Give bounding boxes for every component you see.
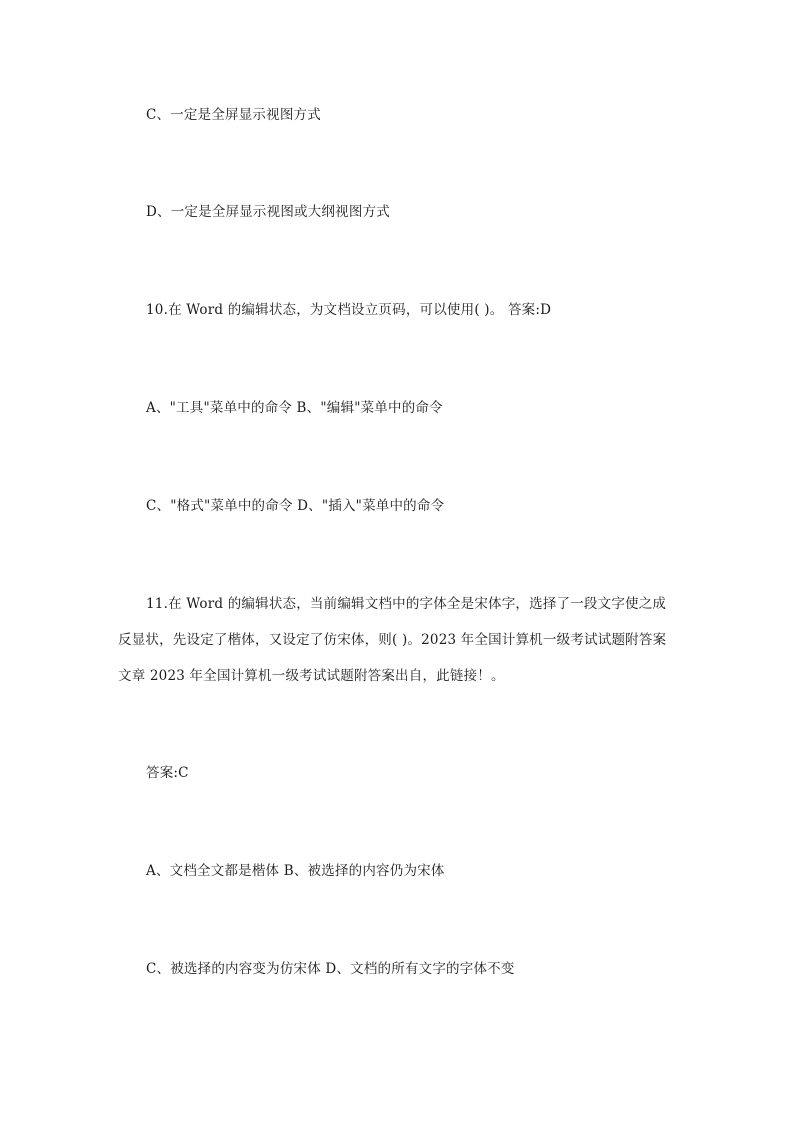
option-d-line: D、一定是全屏显示视图或大纲视图方式 <box>146 204 390 220</box>
question-11-options-ab: A、文档全文都是楷体 B、被选择的内容仍为宋体 <box>146 863 445 879</box>
question-11-options-cd: C、被选择的内容变为仿宋体 D、文档的所有文字的字体不变 <box>146 961 515 977</box>
question-11-answer: 答案:C <box>146 765 189 781</box>
question-10-options-ab: A、"工具"菜单中的命令 B、"编辑"菜单中的命令 <box>146 400 443 416</box>
question-11: 11.在 Word 的编辑状态，当前编辑文档中的字体全是宋体字，选择了一段文字使之成反显状，先设定了楷体，又设定了仿宋体，则( )。2023 年全国计算机一级考试试题附答案文章 2023 年全国计算机一级考试试题附答案出自，此链接！。 <box>118 596 667 684</box>
question-10-options-cd: C、"格式"菜单中的命令 D、"插入"菜单中的命令 <box>146 498 445 514</box>
option-c-line: C、一定是全屏显示视图方式 <box>146 107 321 123</box>
question-10: 10.在 Word 的编辑状态，为文档设立页码，可以使用( )。 答案:D <box>146 302 552 318</box>
